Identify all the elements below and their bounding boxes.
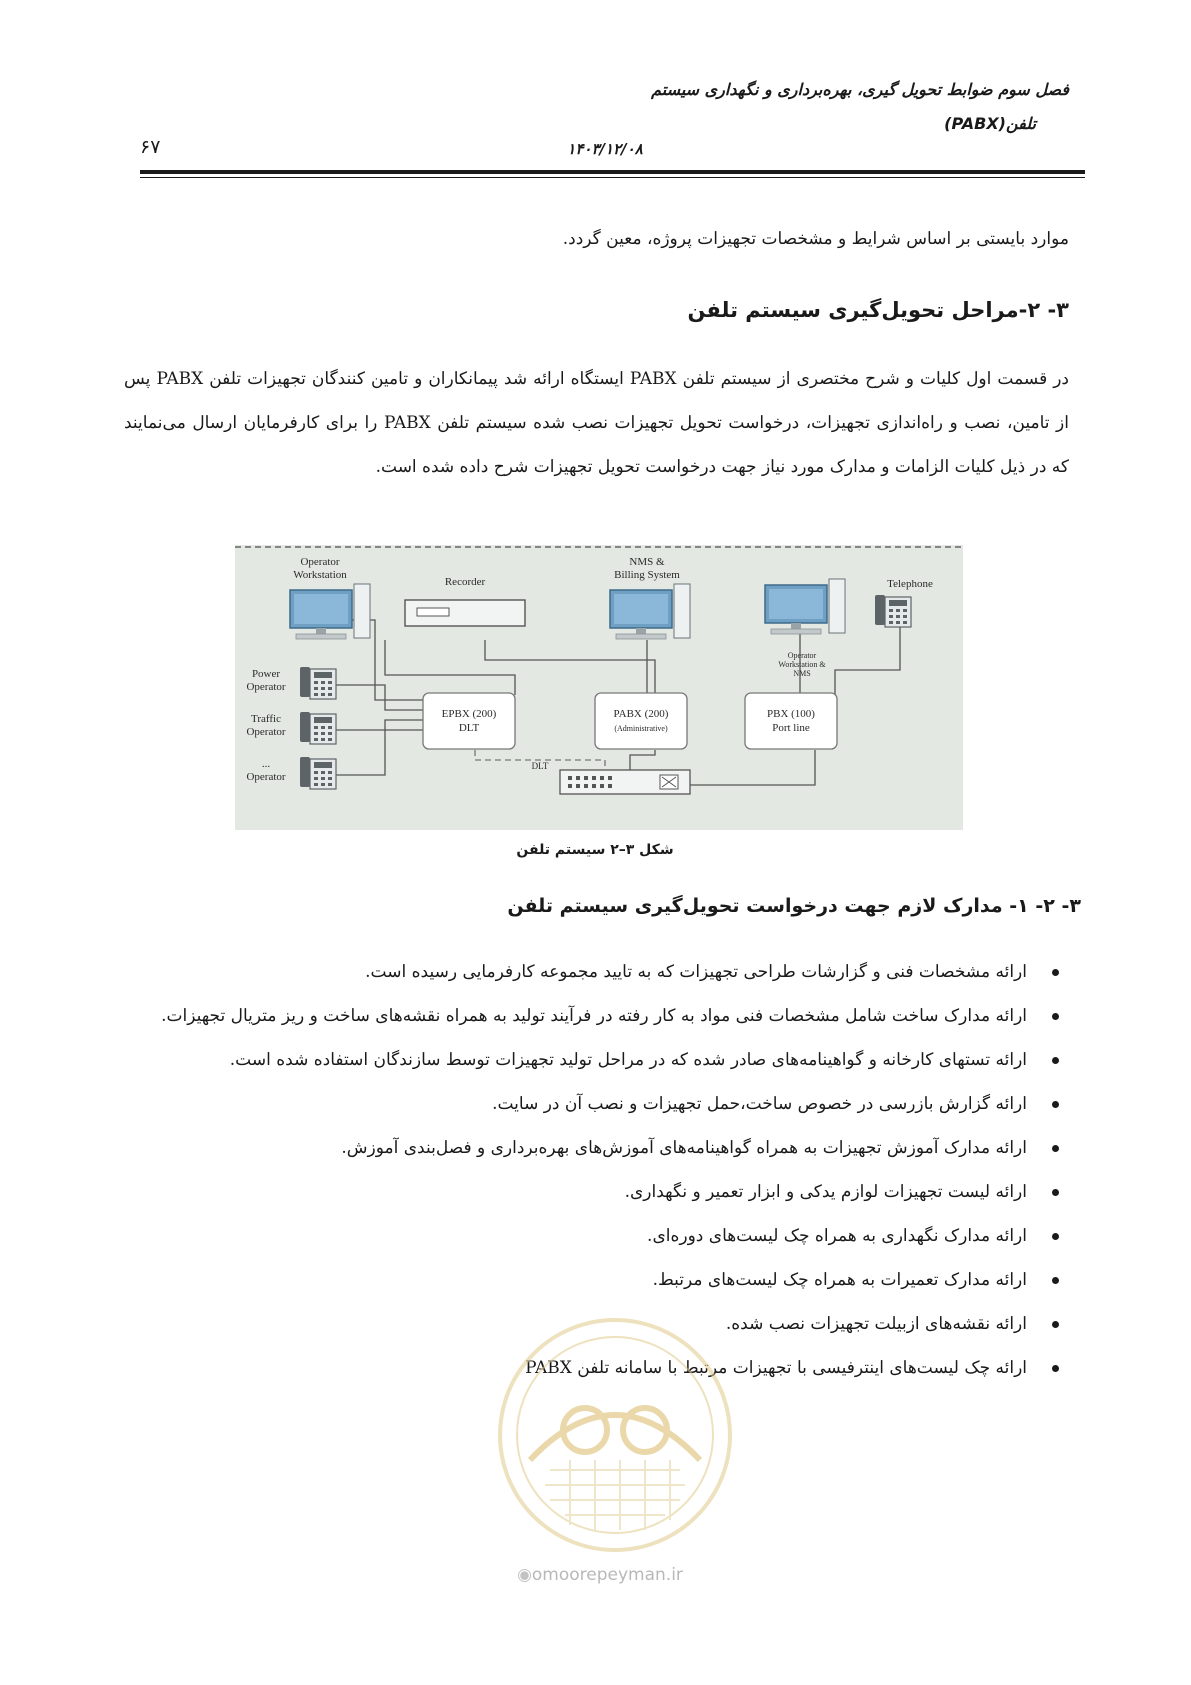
globe-icon: ◉: [517, 1565, 532, 1585]
section-heading: ۳- ۲-مراحل تحویل‌گیری سیستم تلفن: [687, 298, 1069, 322]
label-power-1: Power: [251, 668, 281, 680]
list-item: ارائه مدارک ساخت شامل مشخصات فنی مواد به کار رفته در فرآیند تولید به همراه نقشه‌های ساخت و ریز متریال تجهیزات.: [109, 994, 1069, 1038]
section-paragraph: در قسمت اول کلیات و شرح مختصری از سیستم تلفن PABX ایستگاه ارائه شد پیمانکاران و تامین کنندگان تجهیزات تلفن PABX پس از تامین، نصب و راه‌اندازی تجهیزات، درخواست تحویل تجهیزات نصب شده سیستم تلفن PABX را برای کارفرمایان ارسال می‌نمایند که در ذیل کلیات الزامات و مدارک مورد نیاز جهت درخواست تحویل تجهیزات شرح داده شده است.: [124, 369, 1069, 477]
pabx-box: [595, 693, 687, 749]
label-other-1: ...: [261, 758, 271, 770]
label-nms-1: NMS &: [629, 556, 665, 568]
bullet-icon: [1052, 1013, 1059, 1020]
recorder-icon: [405, 600, 525, 626]
label-epbx-1: EPBX (200): [441, 708, 497, 720]
bullet-icon: [1052, 1101, 1059, 1108]
label-pbx-1: PBX (100): [767, 708, 815, 720]
label-epbx-2: DLT: [458, 722, 480, 734]
bullet-icon: [1052, 1277, 1059, 1284]
list-item: ارائه مدارک نگهداری به همراه چک لیست‌های دوره‌ای.: [109, 1214, 1069, 1258]
label-operator-nms-2: Workstation &: [778, 660, 826, 669]
list-item: ارائه تستهای کارخانه و گواهینامه‌های صادر شده که در مراحل تولید تجهیزات توسط سازندگان استفاده شده است.: [109, 1038, 1069, 1082]
label-telephone: Telephone: [887, 578, 933, 590]
pbx-box: [745, 693, 837, 749]
label-power-2: Operator: [246, 681, 286, 693]
bullet-icon: [1052, 1365, 1059, 1372]
label-recorder: Recorder: [444, 576, 486, 588]
watermark-seal-icon: [490, 1310, 740, 1560]
label-pbx-2: Port line: [772, 722, 810, 734]
power-operator-phone-icon: [300, 667, 336, 699]
label-other-2: Operator: [246, 771, 286, 783]
label-traffic-2: Operator: [246, 726, 286, 738]
traffic-operator-phone-icon: [300, 712, 336, 744]
other-operator-phone-icon: [300, 757, 336, 789]
watermark-text: ◉omoorepeyman.ir: [517, 1565, 683, 1585]
epbx-box: [423, 693, 515, 749]
list-item: ارائه مدارک آموزش تجهیزات به همراه گواهینامه‌های آموزش‌های بهره‌برداری و فصل‌بندی آموزش.: [109, 1126, 1069, 1170]
label-pabx-2: (Administrative): [614, 724, 668, 733]
label-operator-workstation-1: Operator: [300, 556, 340, 568]
list-item: ارائه گزارش بازرسی در خصوص ساخت،حمل تجهیزات و نصب آن در سایت.: [109, 1082, 1069, 1126]
label-dlt-link: DLT: [531, 761, 549, 771]
list-item: ارائه نقشه‌های ازبیلت تجهیزات نصب شده.: [109, 1302, 1069, 1346]
header-rule-thick: [140, 170, 1085, 174]
subsection-heading: ۳- ۲- ۱- مدارک لازم جهت درخواست تحویل‌گیری سیستم تلفن: [507, 895, 1081, 917]
bullet-icon: [1052, 1233, 1059, 1240]
list-item: ارائه لیست تجهیزات لوازم یدکی و ابزار تعمیر و نگهداری.: [109, 1170, 1069, 1214]
header-rule-thin: [140, 177, 1085, 178]
list-item: ارائه مدارک تعمیرات به همراه چک لیست‌های مرتبط.: [109, 1258, 1069, 1302]
figure-caption: شکل ۳–۲ سیستم تلفن: [516, 842, 674, 858]
running-header-subtitle: تلفن(PABX): [944, 114, 1036, 133]
label-traffic-1: Traffic: [251, 713, 281, 725]
bullet-icon: [1052, 1321, 1059, 1328]
header-date: ۱۴۰۳/۱۲/۰۸: [567, 140, 643, 158]
label-nms-2: Billing System: [614, 569, 680, 581]
list-item: ارائه چک لیست‌های اینترفیسی با تجهیزات مرتبط با سامانه تلفن PABX: [109, 1346, 1069, 1390]
label-operator-workstation-2: Workstation: [293, 569, 347, 581]
pabx-diagram: [235, 545, 963, 830]
telephone-icon: [875, 595, 911, 627]
bullet-icon: [1052, 1145, 1059, 1152]
bullet-icon: [1052, 969, 1059, 976]
intro-line: موارد بایستی بر اساس شرایط و مشخصات تجهیزات پروژه، معین گردد.: [562, 229, 1069, 249]
label-operator-nms-3: NMS: [793, 669, 811, 678]
network-switch-icon: [560, 770, 690, 794]
label-operator-nms-1: Operator: [787, 651, 817, 660]
bullet-icon: [1052, 1189, 1059, 1196]
page-number: ۶۷: [140, 136, 161, 158]
list-item: ارائه مشخصات فنی و گزارشات طراحی تجهیزات که به تایید مجموعه کارفرمایی رسیده است.: [109, 950, 1069, 994]
label-pabx-1: PABX (200): [613, 708, 669, 720]
bullet-icon: [1052, 1057, 1059, 1064]
running-header-title: فصل سوم ضوابط تحویل گیری، بهره‌برداری و نگهداری سیستم: [651, 80, 1069, 99]
